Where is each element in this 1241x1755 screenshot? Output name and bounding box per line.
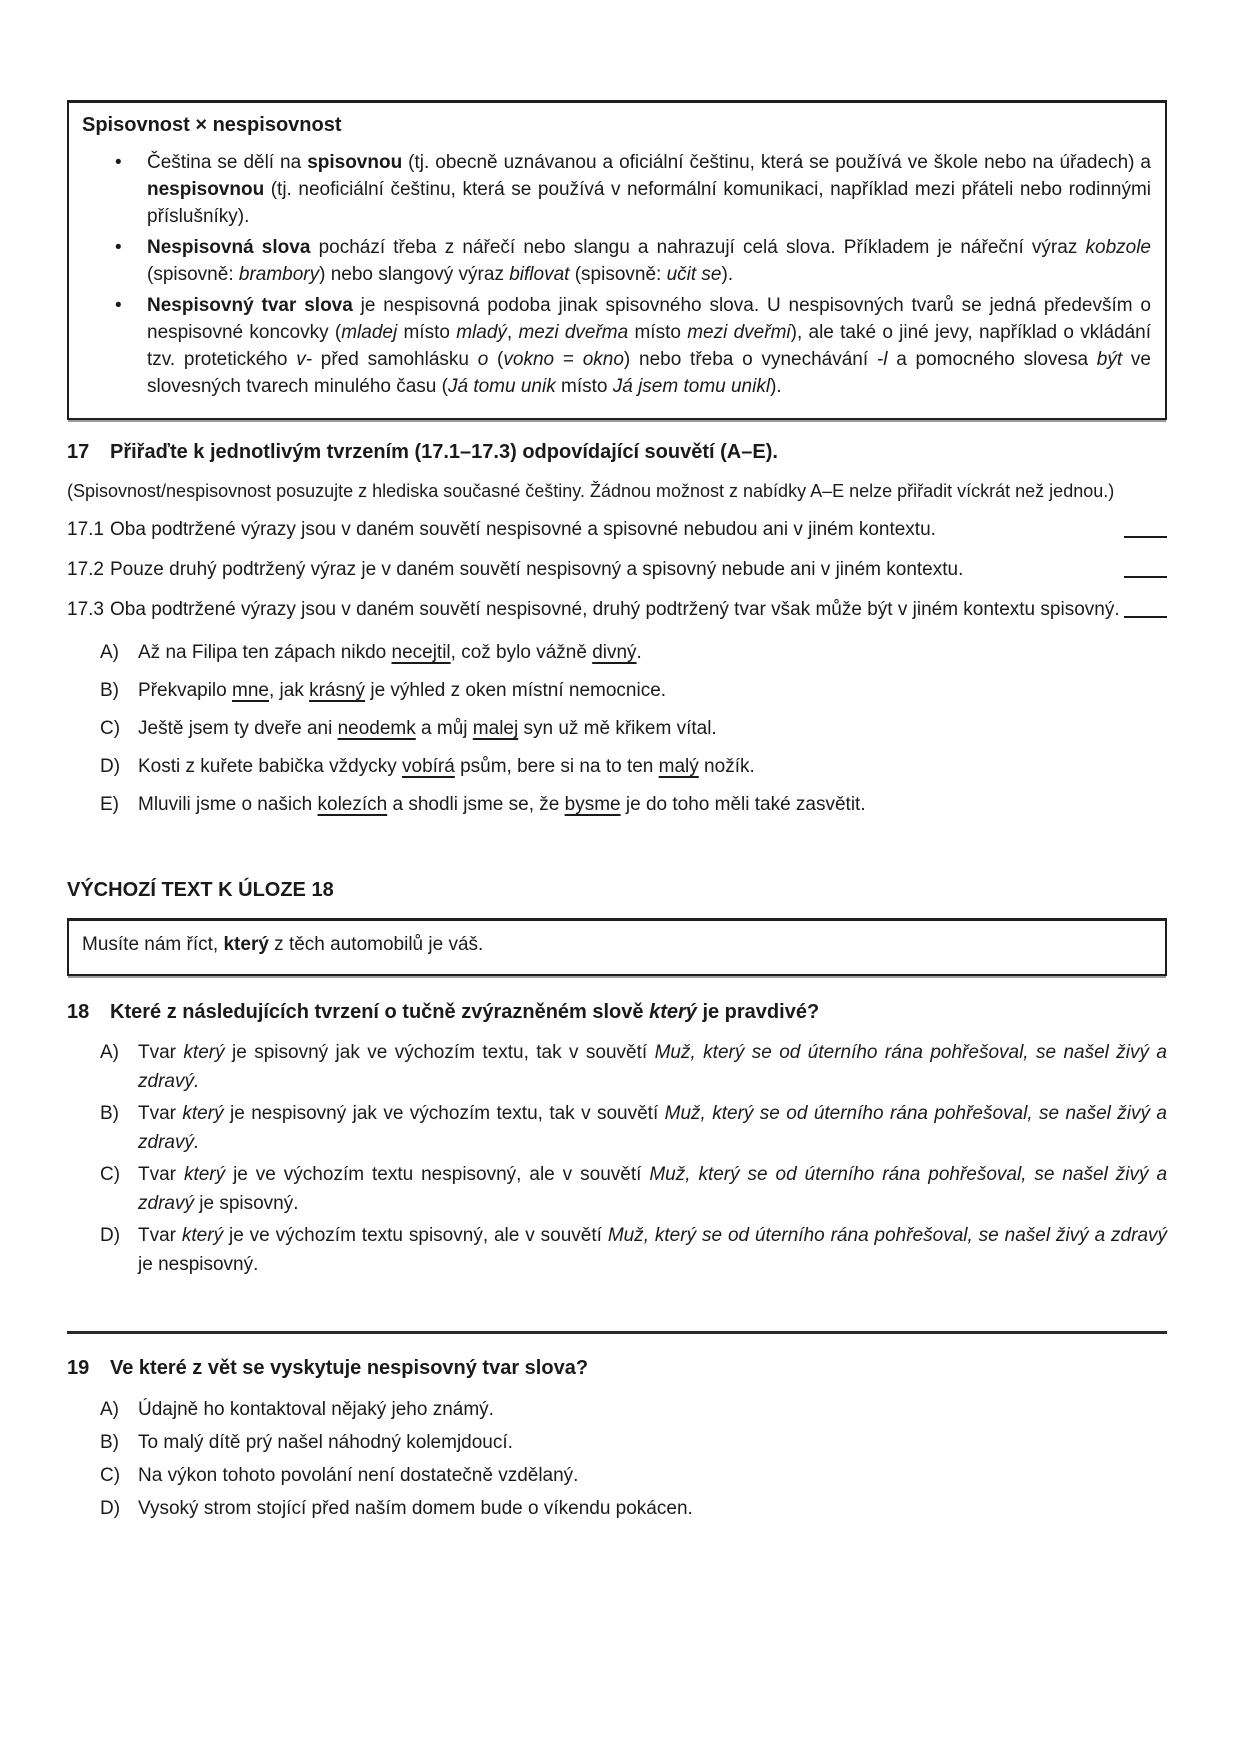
question-17-statements (67, 516, 1167, 623)
question-19-options (100, 1396, 1167, 1522)
source-text-box (67, 918, 1167, 976)
option-text: Vysoký strom stojící před naším domem bude o víkendu pokácen. (138, 1498, 693, 1519)
answer-blank-line (1124, 616, 1167, 618)
question-17-heading (67, 438, 1167, 466)
source-text-heading (67, 876, 1167, 904)
option-letter: D) (100, 1225, 121, 1246)
bullet-text: Čeština se dělí na spisovnou (tj. obecně uznávanou a oficiální češtinu, která se používá ve škole nebo na úřadech) a nespisovnou (tj. neoficiální češtinu, která se používá v neformální komunikaci, například mezi přáteli nebo rodinnými příslušníky). (147, 152, 1152, 227)
question-number: 19 (67, 1357, 90, 1379)
source-text-heading-label: VÝCHOZÍ TEXT K ÚLOZE 18 (67, 879, 334, 901)
option-text: Tvar který je ve výchozím textu nespisovný, ale v souvětí Muž, který se od úterního rána pohřešoval, se našel živý a zdravý je spisovný. (138, 1164, 1168, 1214)
option-letter: D) (100, 1498, 121, 1519)
question-18 (67, 998, 1167, 1279)
option-text: Překvapilo mne, jak krásný je výhled z oken místní nemocnice. (138, 680, 667, 701)
statement-text: Oba podtržené výrazy jsou v daném souvětí nespisovné, druhý podtržený tvar však může být v jiném kontextu spisovný. (110, 599, 1120, 620)
option-text: Na výkon tohoto povolání není dostatečně vzdělaný. (138, 1465, 579, 1486)
option-letter: C) (100, 1465, 121, 1486)
question-17-note: (Spisovnost/nespisovnost posuzujte z hlediska současné češtiny. Žádnou možnost z nabídky A–E nelze přiřadit víckrát než jednou.) (67, 481, 1115, 501)
answer-option (100, 1038, 1167, 1096)
answer-option (100, 1462, 1167, 1489)
answer-option (100, 677, 1167, 704)
info-box-bullet (82, 292, 1151, 400)
option-letter: A) (100, 1042, 119, 1063)
question-18-options (100, 1038, 1167, 1279)
question-19 (67, 1354, 1167, 1522)
info-box-bullet (82, 234, 1151, 288)
question-17 (67, 438, 1167, 818)
option-letter: A) (100, 1399, 119, 1420)
question-title: Ve které z vět se vyskytuje nespisovný tvar slova? (110, 1357, 589, 1379)
source-text-sentence: Musíte nám říct, který z těch automobilů je váš. (82, 934, 484, 955)
option-text: Ještě jsem ty dveře ani neodemk a můj malej syn už mě křikem vítal. (138, 718, 717, 739)
info-box-bullet-list (82, 149, 1151, 400)
statement-row (67, 556, 1167, 583)
answer-blank-line (1124, 536, 1167, 538)
option-letter: C) (100, 1164, 121, 1185)
question-number: 17 (67, 441, 90, 463)
option-text: Mluvili jsme o našich kolezích a shodli jsme se, že bysme je do toho měli také zasvětit. (138, 794, 866, 815)
option-letter: B) (100, 680, 119, 701)
question-19-heading (67, 1354, 1167, 1382)
answer-option (100, 791, 1167, 818)
question-number: 18 (67, 1001, 90, 1023)
option-text: Kosti z kuřete babička vždycky vobírá psům, bere si na to ten malý nožík. (138, 756, 755, 777)
answer-option (100, 639, 1167, 666)
answer-option (100, 1221, 1167, 1279)
option-letter: A) (100, 642, 119, 663)
question-title: Které z následujících tvrzení o tučně zvýrazněném slově který je pravdivé? (110, 1001, 820, 1023)
statement-row (67, 596, 1167, 623)
answer-option (100, 715, 1167, 742)
option-letter: D) (100, 756, 121, 777)
answer-option (100, 1160, 1167, 1218)
statement-number: 17.1 (67, 519, 104, 540)
statement-row (67, 516, 1167, 543)
option-letter: B) (100, 1432, 119, 1453)
bullet-text: Nespisovná slova pochází třeba z nářečí nebo slangu a nahrazují celá slova. Příkladem je nářeční výraz kobzole (spisovně: brambory) nebo slangový výraz biflovat (spisovně: učit se). (147, 237, 1151, 285)
bullet-icon: • (115, 237, 122, 258)
statement-text: Oba podtržené výrazy jsou v daném souvětí nespisovné a spisovné nebudou ani v jiném kontextu. (110, 519, 936, 540)
option-text: To malý dítě prý našel náhodný kolemjdoucí. (138, 1432, 513, 1453)
question-17-options (100, 639, 1167, 818)
question-title: Přiřaďte k jednotlivým tvrzením (17.1–17.3) odpovídající souvětí (A–E). (110, 441, 778, 463)
answer-option (100, 1396, 1167, 1423)
option-letter: B) (100, 1103, 119, 1124)
spisovnost-info-box (67, 100, 1167, 420)
option-letter: C) (100, 718, 121, 739)
statement-text-block (67, 516, 1167, 543)
statement-text: Pouze druhý podtržený výraz je v daném souvětí nespisovný a spisovný nebude ani v jiném kontextu. (110, 559, 964, 580)
option-text: Tvar který je ve výchozím textu spisovný, ale v souvětí Muž, který se od úterního rána pohřešoval, se našel živý a zdravý je nespisovný. (138, 1225, 1168, 1275)
answer-option (100, 1495, 1167, 1522)
statement-number: 17.2 (67, 559, 104, 580)
answer-option (100, 1099, 1167, 1157)
option-text: Tvar který je nespisovný jak ve výchozím textu, tak v souvětí Muž, který se od úterního rána pohřešoval, se našel živý a zdravý. (138, 1103, 1167, 1153)
option-text: Až na Filipa ten zápach nikdo necejtil, což bylo vážně divný. (138, 642, 642, 663)
question-18-heading (67, 998, 1167, 1026)
info-box-title: Spisovnost × nespisovnost (82, 114, 342, 136)
option-letter: E) (100, 794, 119, 815)
bullet-text: Nespisovný tvar slova je nespisovná podoba jinak spisovného slova. U nespisovných tvarů se jedná především o nespisovné koncovky (mladej místo mladý, mezi dveřma místo mezi dveřmi), ale také o jiné jevy, například o vkládání tzv. protetického v- před samohlásku o (vokno = okno) nebo třeba o vynechávání -l a pomocného slovesa být ve slovesných tvarech minulého času (Já tomu unik místo Já jsem tomu unikl). (147, 295, 1152, 397)
answer-option (100, 753, 1167, 780)
section-divider (67, 1331, 1167, 1334)
answer-blank-line (1124, 576, 1167, 578)
option-text: Údajně ho kontaktoval nějaký jeho známý. (138, 1399, 494, 1420)
bullet-icon: • (115, 152, 122, 173)
statement-number: 17.3 (67, 599, 104, 620)
source-text-18 (67, 876, 1167, 976)
statement-text-block (67, 596, 1167, 623)
info-box-bullet (82, 149, 1151, 230)
bullet-icon: • (115, 295, 122, 316)
statement-text-block (67, 556, 1167, 583)
answer-option (100, 1429, 1167, 1456)
option-text: Tvar který je spisovný jak ve výchozím textu, tak v souvětí Muž, který se od úterního rána pohřešoval, se našel živý a zdravý. (138, 1042, 1167, 1092)
